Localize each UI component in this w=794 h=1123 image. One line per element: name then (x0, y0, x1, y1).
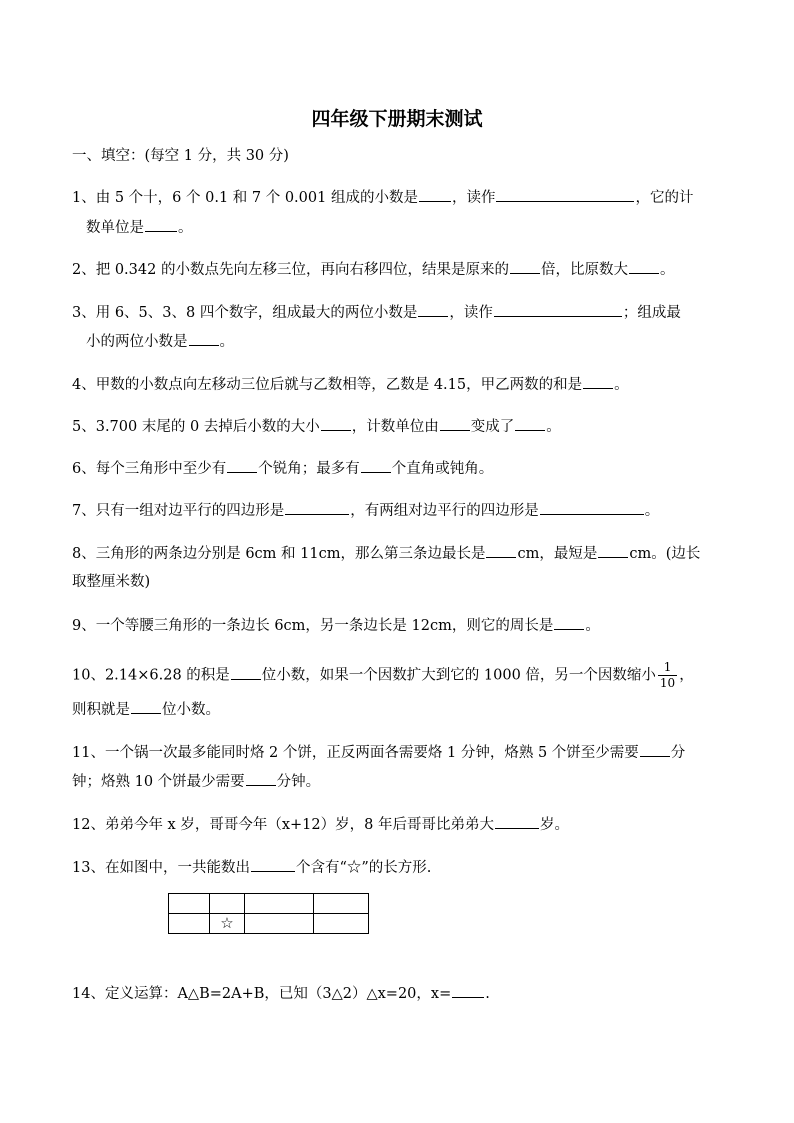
q7-text-b: ，有两组对边平行的四边形是 (350, 503, 539, 519)
q1-text-a: 1、由 5 个十，6 个 0.1 和 7 个 0.001 组成的小数是 (72, 190, 418, 206)
q1-text-d: 数单位是 (86, 220, 144, 236)
question-10-line-2 (72, 699, 220, 720)
q5-text-b: ，计数单位由 (351, 419, 439, 435)
q11-text-b: 分 (670, 745, 686, 761)
q10-text-c: ， (679, 667, 694, 684)
q13-text-a: 13、在如图中，一共能数出 (72, 860, 250, 876)
q3-text-c: ；组成最 (622, 305, 681, 321)
question-6 (72, 458, 493, 479)
q4-text-a: 4、甲数的小数点向左移动三位后就与乙数相等，乙数是 4.15，甲乙两数的和是 (72, 377, 583, 393)
question-8-line-2 (72, 572, 150, 592)
q10-text-b: 位小数，如果一个因数扩大到它的 1000 倍，另一个因数缩小 (261, 667, 656, 684)
question-4 (72, 374, 629, 395)
question-10-line-1 (72, 660, 694, 691)
question-1-line-2 (86, 217, 193, 238)
q2-blank-times[interactable] (510, 259, 540, 274)
q8-text-c: cm。(边长 (629, 546, 701, 562)
fraction-one-tenth (658, 660, 677, 691)
q8-text-a: 8、三角形的两条边分别是 6cm 和 11cm，那么第三条边最长是 (72, 546, 486, 562)
q5-text-d: 。 (546, 419, 561, 435)
page-title: 四年级下册期末测试 (311, 108, 483, 130)
q13-text-b: 个含有“☆”的长方形. (295, 860, 432, 876)
question-1-line-1 (72, 187, 693, 208)
q3-blank-largest[interactable] (418, 302, 448, 317)
q9-text-b: 。 (585, 618, 600, 634)
q2-text-b: 倍，比原数大 (540, 262, 628, 278)
q10-text-a: 10、2.14×6.28 的积是 (72, 667, 230, 684)
question-11-line-2 (72, 771, 320, 792)
q11-text-c: 钟；烙熟 10 个饼最少需要 (72, 774, 245, 790)
q2-blank-difference[interactable] (629, 259, 659, 274)
q11-blank-ten-cakes[interactable] (246, 771, 276, 786)
question-13 (72, 857, 431, 878)
q12-text-b: 岁。 (539, 817, 569, 833)
q10-blank-product-digits[interactable] (131, 699, 161, 714)
q13-blank-rectangles[interactable] (251, 857, 295, 872)
q6-text-c: 个直角或钝角。 (391, 461, 494, 477)
q4-blank-sum[interactable] (583, 374, 613, 389)
section-heading: 一、填空：(每空 1 分，共 30 分) (72, 148, 289, 164)
q1-blank-number[interactable] (419, 187, 451, 202)
q11-blank-five-cakes[interactable] (640, 742, 670, 757)
q1-blank-reading[interactable] (496, 187, 634, 202)
q3-text-e: 。 (219, 334, 234, 350)
q12-text-a: 12、弟弟今年 x 岁，哥哥今年（x+12）岁，8 年后哥哥比弟弟大 (72, 817, 494, 833)
q6-blank-acute[interactable] (227, 458, 257, 473)
q10-text-d: 则积就是 (72, 702, 130, 718)
q5-text-a: 5、3.700 末尾的 0 去掉后小数的大小 (72, 419, 320, 435)
q3-text-a: 3、用 6、5、3、8 四个数字，组成最大的两位小数是 (72, 305, 418, 321)
q2-text-c: 。 (659, 262, 675, 278)
q8-blank-shortest[interactable] (598, 543, 628, 558)
grid-cell (169, 914, 210, 934)
q6-text-b: 个锐角；最多有 (258, 461, 360, 477)
q6-blank-right-obtuse[interactable] (361, 458, 391, 473)
q11-text-a: 11、一个锅一次最多能同时烙 2 个饼，正反两面各需要烙 1 分钟，烙熟 5 个饼至少需要 (72, 745, 639, 761)
q3-text-d: 小的两位小数是 (86, 334, 188, 350)
question-3-line-2 (86, 331, 234, 352)
q1-text-c: ，它的计 (635, 190, 694, 206)
question-9 (72, 615, 600, 636)
q3-text-b: ，读作 (449, 305, 493, 321)
q1-text-b: ，读作 (451, 190, 496, 206)
question-3-line-1 (72, 302, 681, 323)
q5-blank-unit-from[interactable] (440, 416, 470, 431)
q11-text-d: 分钟。 (276, 774, 321, 790)
q2-text-a: 2、把 0.342 的小数点先向左移三位，再向右移四位，结果是原来的 (72, 262, 509, 278)
q5-blank-unit-to[interactable] (515, 416, 545, 431)
grid-cell (169, 894, 210, 914)
grid-cell (314, 914, 369, 934)
q8-text-d: 取整厘米数) (72, 574, 151, 590)
question-5 (72, 416, 561, 437)
fraction-denominator: 10 (659, 676, 676, 690)
q12-blank-age-difference[interactable] (495, 814, 539, 829)
fraction-numerator: 1 (658, 660, 677, 676)
q3-blank-reading[interactable] (494, 302, 622, 317)
q7-blank-trapezoid[interactable] (285, 500, 349, 515)
q1-text-e: 。 (178, 220, 193, 236)
question-14 (72, 983, 490, 1004)
q14-text-a: 14、定义运算：A△B=2A+B，已知（3△2）△x=20，x= (72, 986, 452, 1002)
grid-cell (210, 894, 245, 914)
grid-row-1 (169, 894, 369, 914)
q3-blank-smallest[interactable] (189, 331, 219, 346)
q7-text-a: 7、只有一组对边平行的四边形是 (72, 503, 285, 519)
q1-blank-unit[interactable] (145, 217, 177, 232)
q4-text-b: 。 (614, 377, 629, 393)
question-11-line-1 (72, 742, 685, 763)
q5-text-c: 变成了 (470, 419, 515, 435)
q8-blank-longest[interactable] (486, 543, 516, 558)
q8-text-b: cm，最短是 (517, 546, 598, 562)
q14-blank-x[interactable] (452, 983, 484, 998)
q14-text-b: . (485, 986, 490, 1002)
question-8-line-1 (72, 543, 700, 564)
grid-cell (245, 894, 314, 914)
q7-blank-parallelogram[interactable] (540, 500, 644, 515)
question-7 (72, 500, 659, 521)
question-12 (72, 814, 569, 835)
q10-text-e: 位小数。 (162, 702, 220, 718)
q9-blank-perimeter[interactable] (554, 615, 584, 630)
grid-cell (314, 894, 369, 914)
q10-blank-digits[interactable] (231, 665, 261, 680)
star-rectangle-grid (168, 893, 369, 934)
q5-blank-size[interactable] (321, 416, 351, 431)
q9-text-a: 9、一个等腰三角形的一条边长 6cm，另一条边长是 12cm，则它的周长是 (72, 618, 554, 634)
grid-row-2 (169, 914, 369, 934)
question-2 (72, 259, 674, 280)
grid-cell (245, 914, 314, 934)
q6-text-a: 6、每个三角形中至少有 (72, 461, 227, 477)
q7-text-c: 。 (644, 503, 660, 519)
star-icon: ☆ (210, 914, 245, 934)
